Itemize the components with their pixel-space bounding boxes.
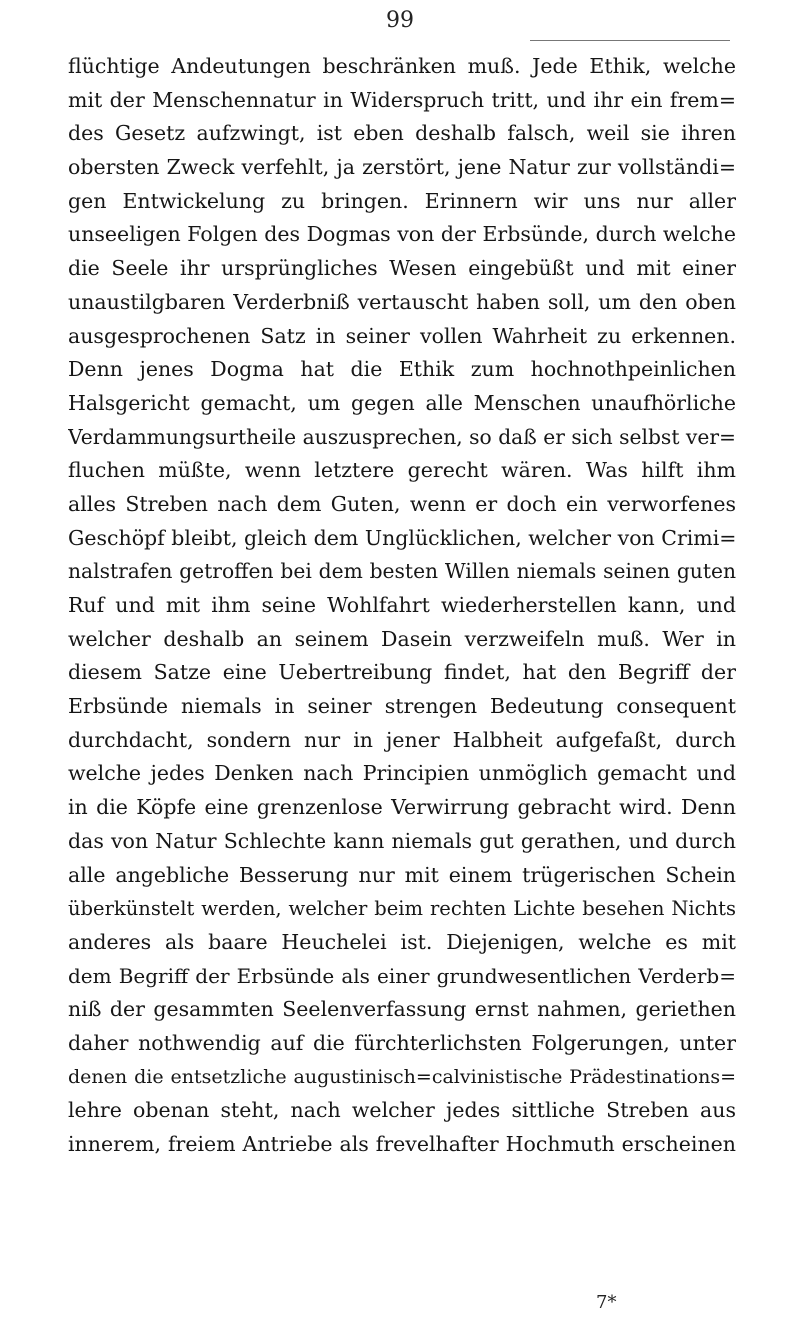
text-line: fluchen müßte, wenn letztere gerecht wären. Was hilft ihm — [68, 458, 736, 483]
page-number: 99 — [386, 8, 414, 33]
text-line: Halsgericht gemacht, um gegen alle Menschen unaufhörliche — [68, 390, 736, 415]
text-line: mit der Menschennatur in Widerspruch tritt, und ihr ein frem= — [68, 87, 736, 112]
text-line: lehre obenan steht, nach welcher jedes sittliche Streben aus — [68, 1098, 736, 1123]
text-line: welche jedes Denken nach Principien unmöglich gemacht und — [68, 761, 736, 786]
body-text — [68, 50, 736, 1162]
text-line: unseeligen Folgen des Dogmas von der Erbsünde, durch welche — [68, 222, 736, 247]
text-line: durchdacht, sondern nur in jener Halbheit aufgefaßt, durch — [68, 727, 736, 752]
text-line: die Seele ihr ursprüngliches Wesen eingebüßt und mit einer — [68, 256, 736, 281]
text-line: flüchtige Andeutungen beschränken muß. Jede Ethik, welche — [68, 54, 736, 78]
text-line: Geschöpf bleibt, gleich dem Unglücklichen, welcher von Crimi= — [68, 525, 736, 550]
header-rule — [530, 40, 730, 41]
printer-signature-mark: 7* — [596, 1292, 617, 1313]
text-line: Ruf und mit ihm seine Wohlfahrt wiederherstellen kann, und — [68, 593, 736, 617]
text-line: daher nothwendig auf die fürchterlichsten Folgerungen, unter — [68, 1030, 736, 1055]
text-line: Denn jenes Dogma hat die Ethik zum hochnothpeinlichen — [68, 357, 736, 382]
text-line: das von Natur Schlechte kann niemals gut gerathen, und durch — [68, 828, 736, 853]
text-line: welcher deshalb an seinem Dasein verzweifeln muß. Wer in — [68, 626, 736, 651]
text-line: Verdammungsurtheile auszusprechen, so daß er sich selbst ver= — [68, 424, 736, 449]
text-line: denen die entsetzliche augustinisch=calvinistische Prädestinations= — [68, 1065, 736, 1088]
text-line: überkünstelt werden, welcher beim rechten Lichte besehen Nichts — [68, 897, 736, 921]
text-line: anderes als baare Heuchelei ist. Diejenigen, welche es mit — [68, 929, 736, 954]
text-line: dem Begriff der Erbsünde als einer grundwesentlichen Verderb= — [68, 963, 736, 988]
text-line: des Gesetz aufzwingt, ist eben deshalb falsch, weil sie ihren — [68, 121, 736, 146]
text-line: nalstrafen getroffen bei dem besten Willen niemals seinen guten — [68, 559, 736, 584]
text-line: gen Entwickelung zu bringen. Erinnern wir uns nur aller — [68, 188, 736, 213]
text-line: innerem, freiem Antriebe als frevelhafter Hochmuth erscheinen — [68, 1132, 736, 1156]
text-line: niß der gesammten Seelenverfassung ernst nahmen, geriethen — [68, 997, 736, 1022]
text-line: in die Köpfe eine grenzenlose Verwirrung gebracht wird. Denn — [68, 795, 736, 820]
text-line: Erbsünde niemals in seiner strengen Bedeutung consequent — [68, 694, 736, 719]
text-line: alle angebliche Besserung nur mit einem trügerischen Schein — [68, 862, 736, 887]
text-line: obersten Zweck verfehlt, ja zerstört, jene Natur zur vollständi= — [68, 155, 736, 180]
text-line: unaustilgbaren Verderbniß vertauscht haben soll, um den oben — [68, 289, 736, 314]
text-line: alles Streben nach dem Guten, wenn er doch ein verworfenes — [68, 491, 736, 516]
text-line: ausgesprochenen Satz in seiner vollen Wahrheit zu erkennen. — [68, 323, 736, 348]
text-line: diesem Satze eine Uebertreibung findet, hat den Begriff der — [68, 660, 736, 685]
